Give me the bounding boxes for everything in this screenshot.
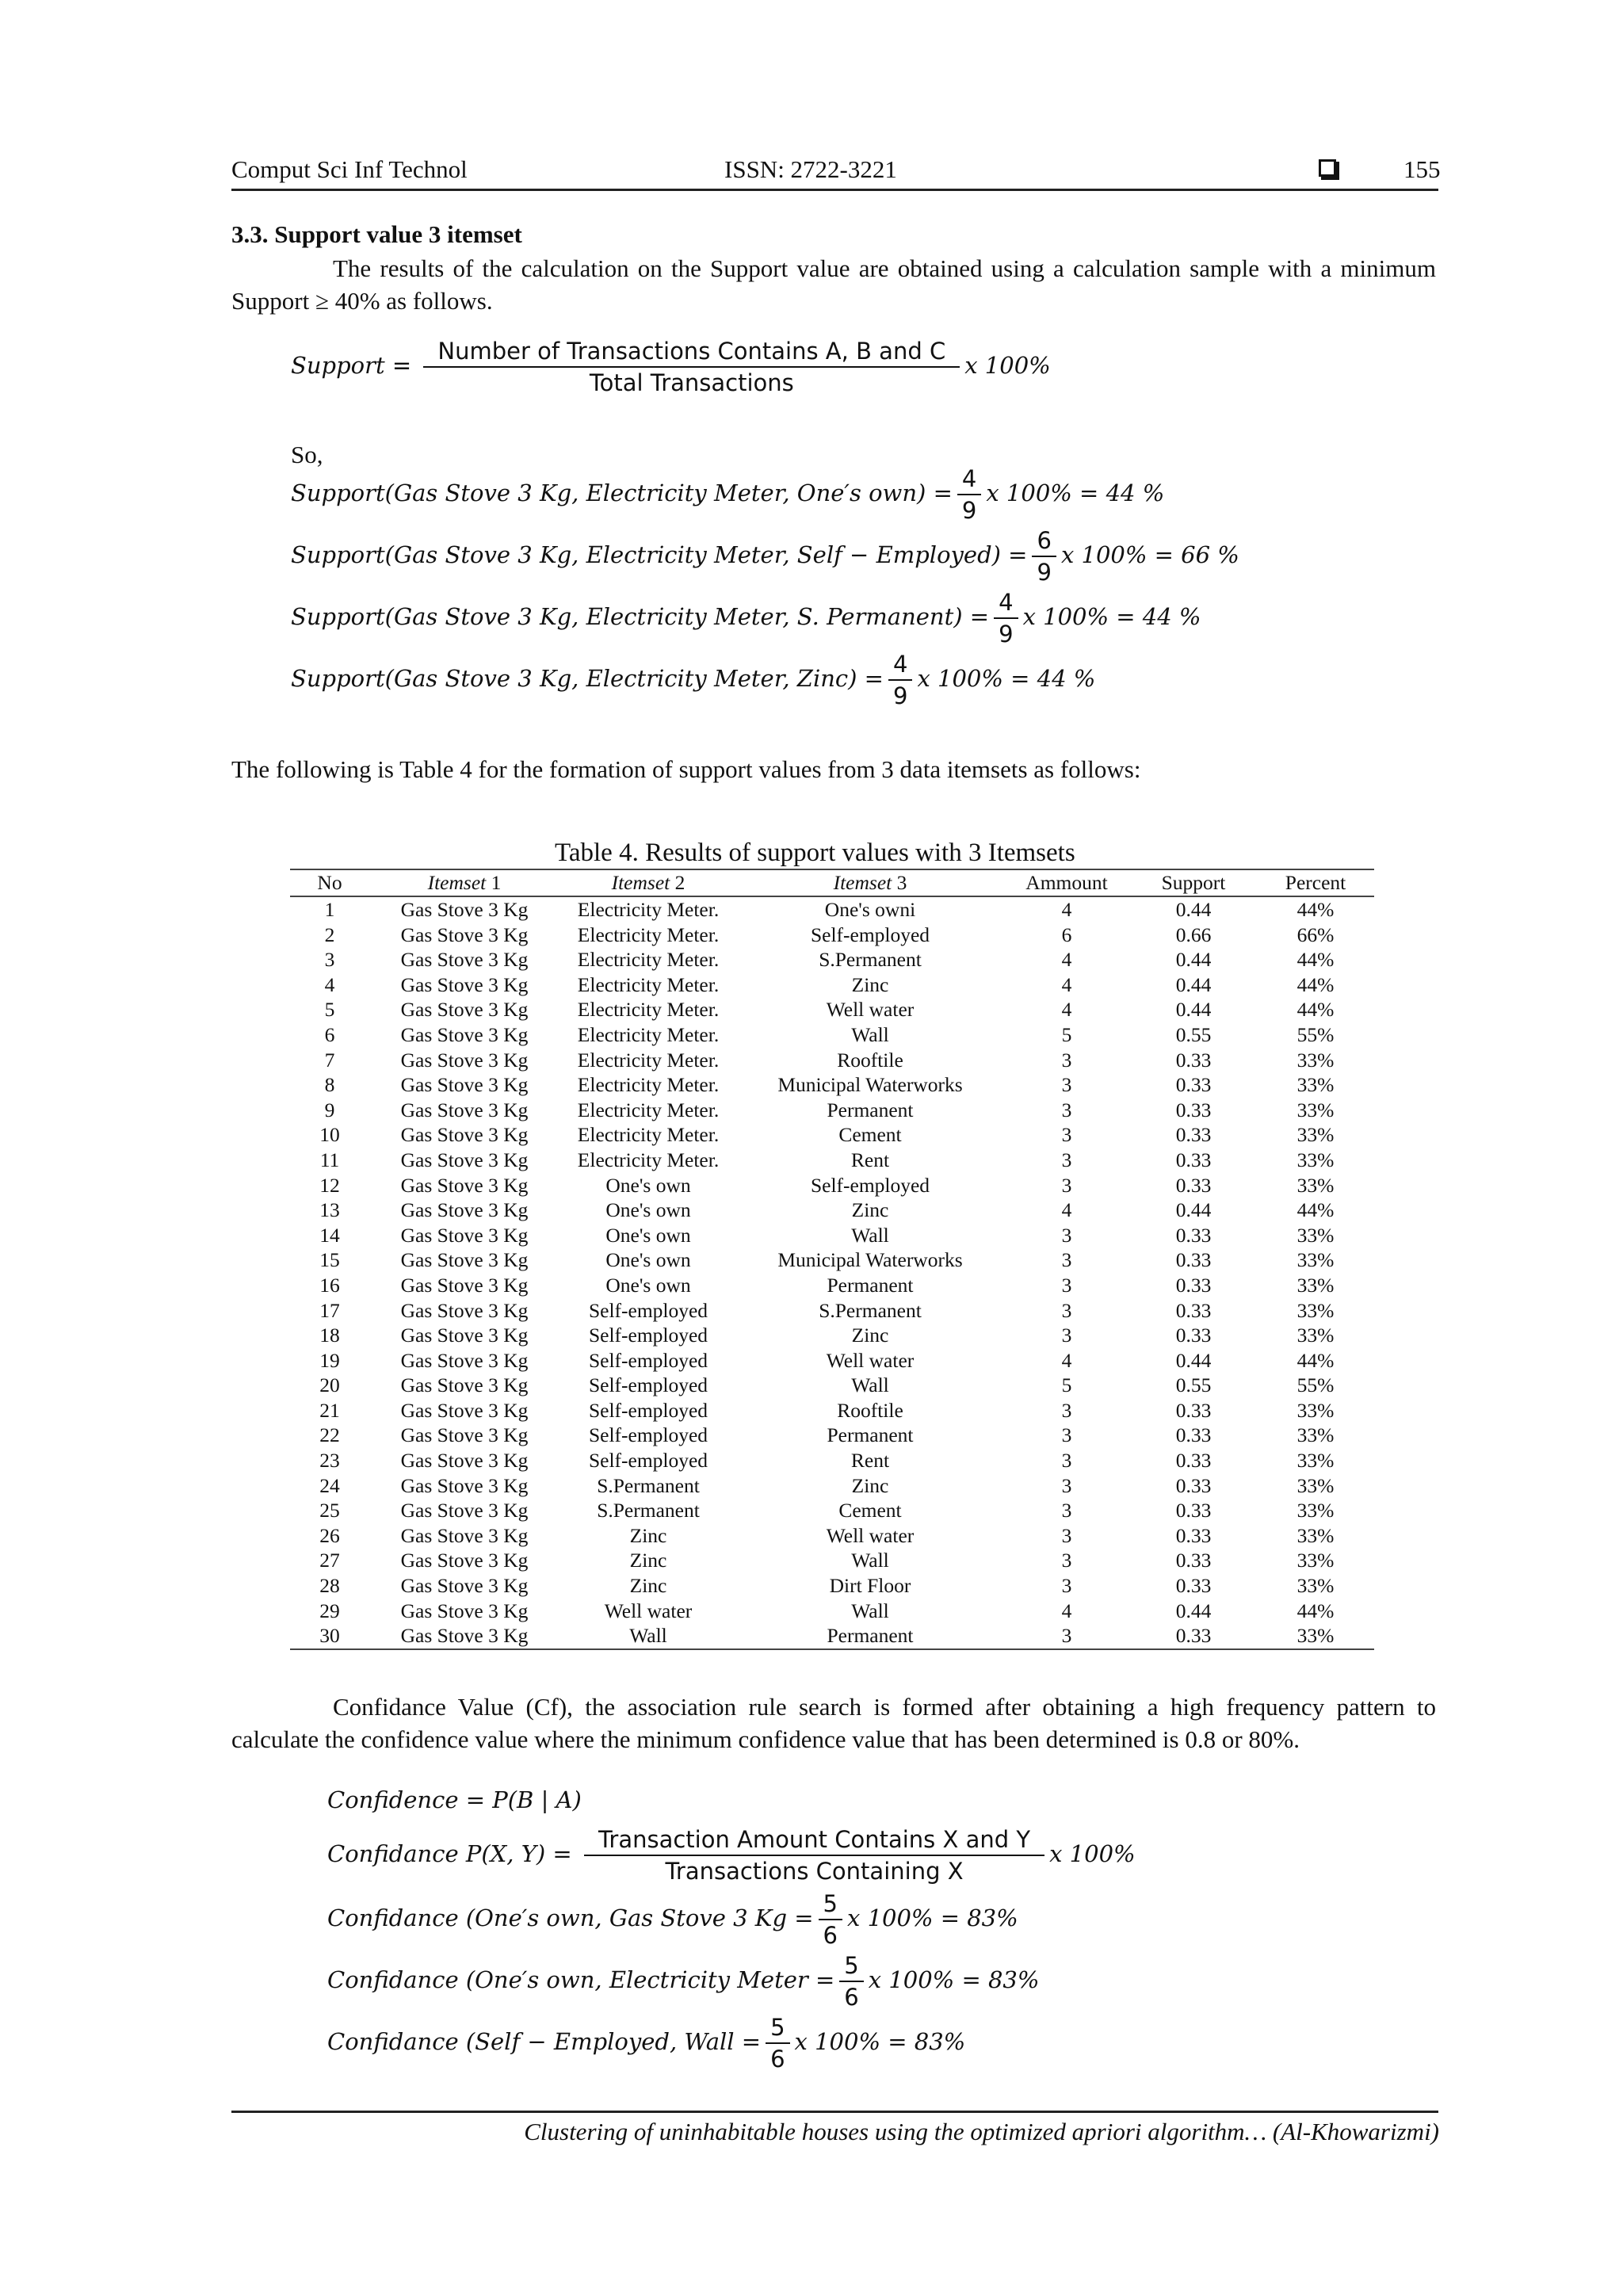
cell-percent: 33% [1296,1098,1335,1121]
cell-percent: 55% [1296,1373,1335,1397]
running-footer: Clustering of uninhabitable houses using the optimized apriori algorithm… (Al-Khowarizmi) [524,2118,1439,2145]
cell-no: 5 [324,998,335,1022]
cell-itemset1: Gas Stove 3 Kg [400,1523,529,1547]
page-number: 155 [1403,155,1441,183]
cell-support: 0.44 [1175,1198,1212,1222]
cell-itemset3: Permanent [827,1098,914,1121]
cell-itemset2: Electricity Meter. [577,1123,720,1147]
cell-itemset1: Gas Stove 3 Kg [400,1073,529,1097]
support-calc-4: Support(Gas Stove 3 Kg, Electricity Meter, Zinc) = $\frac{4}{9}$ x 100% = 44 % [291,651,1096,709]
cell-itemset2: One's own [605,1223,691,1247]
cell-support: 0.33 [1175,1098,1212,1121]
header-rule [231,189,1438,191]
cell-itemset3: Rooftile [837,1048,903,1072]
footer-rule [231,2111,1438,2113]
cell-itemset2: Self-employed [588,1298,708,1322]
cell-amount: 3 [1061,1298,1072,1322]
cell-amount: 3 [1061,1098,1072,1121]
cell-itemset1: Gas Stove 3 Kg [400,1098,529,1121]
cell-support: 0.33 [1175,1473,1212,1497]
table-intro: The following is Table 4 for the formation of support values from 3 data itemsets as follows: [231,755,1141,783]
cell-amount: 3 [1061,1148,1072,1171]
cell-itemset3: Cement [838,1499,902,1522]
table-row [290,997,1374,1022]
cell-percent: 33% [1296,1398,1335,1422]
cell-no: 22 [319,1423,340,1447]
cell-itemset1: Gas Stove 3 Kg [400,1574,529,1598]
cell-amount: 5 [1061,1373,1072,1397]
cell-itemset3: Municipal Waterworks [777,1073,963,1097]
cell-no: 12 [319,1173,340,1197]
table-row [290,896,1374,923]
confidence-intro: Confidance Value (Cf), the association rule search is formed after obtaining a high frequency pattern to calculate the confidence value where the minimum confidence value that has been determined is 0.8 or 80%. [231,1693,1436,1753]
cell-no: 18 [319,1324,340,1347]
table-row [290,972,1374,998]
cell-no: 30 [290,1623,369,1649]
cell-percent: 55% [1296,1022,1335,1046]
cell-itemset2: Electricity Meter. [577,1048,720,1072]
cell-itemset2: Electricity Meter. [577,948,720,972]
table-row [290,1198,1374,1223]
cell-itemset1: Gas Stove 3 Kg [400,1398,529,1422]
cell-itemset3: Zinc [851,972,889,996]
cell-itemset2: Electricity Meter. [577,923,720,946]
cell-itemset2: One's own [605,1273,691,1297]
cell-percent: 33% [1296,1273,1335,1297]
table-row [290,1072,1374,1098]
cell-percent: 44% [1296,898,1335,921]
cell-itemset1: Gas Stove 3 Kg [400,923,529,946]
cell-percent: 44% [1296,972,1335,996]
cell-support: 0.33 [1175,1073,1212,1097]
cell-itemset3: Rent [850,1449,890,1473]
cell-itemset3: Well water [826,1523,915,1547]
cell-support: 0.33 [1130,1623,1257,1649]
cell-amount: 4 [1061,948,1072,972]
cell-support: 0.33 [1175,1273,1212,1297]
cell-no: 15 [319,1248,340,1272]
cell-amount: 3 [1061,1398,1072,1422]
cell-itemset2: Self-employed [588,1373,708,1397]
table-caption: Table 4. Results of support values with 3 Itemsets [555,839,1075,867]
cell-itemset3: Wall [851,1549,889,1572]
cell-support: 0.33 [1175,1499,1212,1522]
cell-no: 13 [319,1198,340,1222]
cell-itemset2: Wall [559,1623,737,1649]
cell-percent: 33% [1296,1523,1335,1547]
cell-support: 0.33 [1175,1398,1212,1422]
cell-amount: 3 [1061,1123,1072,1147]
cell-amount: 3 [1061,1248,1072,1272]
cell-support: 0.44 [1175,998,1212,1022]
cell-itemset3: Wall [851,1022,889,1046]
cell-no: 9 [324,1098,335,1121]
support-calc-1: Support(Gas Stove 3 Kg, Electricity Meter, One′s own) = $\frac{4}{9}$ x 100% = 44 % [291,465,1165,524]
cell-amount: 3 [1061,1523,1072,1547]
cell-itemset2: Electricity Meter. [577,998,720,1022]
cell-no: 24 [319,1473,340,1497]
cell-itemset1: Gas Stove 3 Kg [400,1499,529,1522]
cell-amount: 3 [1061,1273,1072,1297]
cell-support: 0.33 [1175,1298,1212,1322]
confidence-formula: Confidance P(X, Y) = $\frac{\text{Transaction Amount Contains X and Y}}{\text{Transactions Containing X}}$ x 100% [327,1826,1136,1885]
cell-itemset3: S.Permanent [819,1298,922,1322]
cell-support: 0.33 [1175,1248,1212,1272]
col-header-itemset3: Itemset 3 [737,869,1003,896]
cell-support: 0.33 [1175,1148,1212,1171]
cell-itemset1: Gas Stove 3 Kg [400,1022,529,1046]
cell-itemset1: Gas Stove 3 Kg [400,1373,529,1397]
cell-itemset1: Gas Stove 3 Kg [400,1248,529,1272]
cell-itemset3: Self-employed [810,1173,930,1197]
table-row [290,1223,1374,1248]
confidence-calc-2: Confidance (One′s own, Electricity Meter = $\frac{5}{6}$ x 100% = 83% [327,1952,1040,2011]
cell-itemset2: One's own [605,1248,691,1272]
cell-itemset3: Self-employed [810,923,930,946]
cell-no: 3 [324,948,335,972]
section-intro: The results of the calculation on the Support value are obtained using a calculation sample with a minimum Support ≥ 40% as follows. [231,254,1436,315]
cell-amount: 4 [1061,1198,1072,1222]
cell-amount: 3 [1061,1048,1072,1072]
table-row [290,1448,1374,1473]
support-denominator: Total Transactions [589,369,794,396]
cell-itemset1: Gas Stove 3 Kg [400,1223,529,1247]
cell-support: 0.66 [1175,923,1212,946]
cell-no: 25 [319,1499,340,1522]
cell-itemset3: Rent [850,1148,890,1171]
table-row [290,1173,1374,1198]
cell-itemset1: Gas Stove 3 Kg [400,1324,529,1347]
cell-amount: 4 [1061,1348,1072,1372]
cell-support: 0.44 [1175,898,1212,921]
table-row [290,1473,1374,1499]
confidence-calc-1: Confidance (One′s own, Gas Stove 3 Kg = $\frac{5}{6}$ x 100% = 83% [327,1890,1018,1949]
table-row [290,1323,1374,1348]
cell-itemset2: Electricity Meter. [577,1148,720,1171]
cell-no: 29 [319,1599,340,1622]
cell-itemset3: Wall [851,1223,889,1247]
cell-no: 16 [319,1273,340,1297]
cell-itemset1: Gas Stove 3 Kg [400,948,529,972]
cell-support: 0.33 [1175,1173,1212,1197]
cell-itemset2: One's own [605,1198,691,1222]
confidence-calc-3: Confidance (Self − Employed, Wall = $\frac{5}{6}$ x 100% = 83% [327,2014,966,2073]
cell-itemset2: Electricity Meter. [577,1022,720,1046]
cell-no: 8 [324,1073,335,1097]
col-header-support: Support [1130,869,1257,896]
cell-amount: 3 [1061,1499,1072,1522]
cell-no: 10 [319,1123,340,1147]
cell-support: 0.33 [1175,1123,1212,1147]
table-row [290,1348,1374,1373]
col-header-itemset1: Itemset 1 [369,869,559,896]
cell-support: 0.55 [1175,1373,1212,1397]
cell-percent: 33% [1296,1073,1335,1097]
cell-support: 0.33 [1175,1048,1212,1072]
cell-support: 0.44 [1175,1348,1212,1372]
cell-support: 0.33 [1175,1574,1212,1598]
cell-itemset2: S.Permanent [597,1499,700,1522]
cell-itemset3: S.Permanent [819,948,922,972]
cell-support: 0.44 [1175,1599,1212,1622]
cell-itemset3: Well water [826,998,915,1022]
cell-itemset2: Self-employed [588,1348,708,1372]
cell-percent: 44% [1296,1599,1335,1622]
cell-amount: 3 [1061,1423,1072,1447]
table-row [290,1623,1374,1649]
cell-itemset3: Municipal Waterworks [777,1248,963,1272]
cell-percent: 44% [1296,1198,1335,1222]
cell-amount: 3 [1061,1073,1072,1097]
cell-itemset3: Wall [851,1373,889,1397]
support-formula: Support = $\frac{\text{Number of Transactions Contains A, B and C}}{\text{Total Transactions}}$ x 100% [291,338,1051,396]
cell-amount: 3 [1061,1223,1072,1247]
cell-percent: 33% [1296,1248,1335,1272]
cell-no: 20 [319,1373,340,1397]
cell-itemset2: Zinc [629,1549,667,1572]
cell-itemset2: S.Permanent [597,1473,700,1497]
cell-percent: 33% [1296,1499,1335,1522]
cell-itemset1: Gas Stove 3 Kg [400,1123,529,1147]
cell-percent: 33% [1296,1324,1335,1347]
col-header-itemset2: Itemset 2 [559,869,737,896]
cell-itemset1: Gas Stove 3 Kg [400,1348,529,1372]
table-row [290,1423,1374,1448]
cell-no: 17 [319,1298,340,1322]
cell-support: 0.55 [1175,1022,1212,1046]
support-fraction [423,338,960,396]
cell-itemset3: Permanent [827,1423,914,1447]
cell-support: 0.44 [1175,948,1212,972]
cell-no: 28 [319,1574,340,1598]
cell-percent: 33% [1296,1473,1335,1497]
cell-percent: 33% [1296,1298,1335,1322]
support-numerator: Number of Transactions Contains A, B and C [423,338,960,368]
cell-percent: 44% [1296,948,1335,972]
table-row [290,1523,1374,1549]
cell-itemset2: Zinc [629,1523,667,1547]
cell-itemset2: Electricity Meter. [577,898,720,921]
cell-no: 4 [324,972,335,996]
cell-itemset2: Electricity Meter. [577,972,720,996]
cell-no: 11 [319,1148,340,1171]
section-title: 3.3. Support value 3 itemset [231,220,522,248]
cell-no: 21 [319,1398,340,1422]
cell-itemset2: Zinc [629,1574,667,1598]
cell-percent: 33% [1296,1123,1335,1147]
cell-amount: 3 [1061,1173,1072,1197]
cell-support: 0.33 [1175,1223,1212,1247]
col-header-no: No [290,869,369,896]
table-row [290,1022,1374,1048]
cell-itemset1: Gas Stove 3 Kg [400,898,529,921]
table-row [290,1148,1374,1173]
table-row [290,947,1374,972]
table-row [290,1498,1374,1523]
table-row [290,1373,1374,1398]
cell-percent: 44% [1296,1348,1335,1372]
cell-support: 0.33 [1175,1423,1212,1447]
cell-itemset2: Self-employed [588,1398,708,1422]
cell-itemset3: Permanent [737,1623,1003,1649]
cell-no: 2 [324,923,335,946]
cell-itemset2: One's own [605,1173,691,1197]
cell-amount: 3 [1061,1473,1072,1497]
support-calc-2: Support(Gas Stove 3 Kg, Electricity Meter, Self − Employed) = $\frac{6}{9}$ x 100% = 66 % [291,527,1239,586]
cell-amount: 5 [1061,1022,1072,1046]
cell-no: 6 [324,1022,335,1046]
table-row [290,1122,1374,1148]
cell-percent: 33% [1296,1574,1335,1598]
col-header-percent: Percent [1257,869,1374,896]
cell-percent: 33% [1296,1223,1335,1247]
support-formula-lhs: Support [291,352,385,379]
cell-no: 26 [319,1523,340,1547]
confidence-numerator: Transaction Amount Contains X and Y [584,1826,1044,1856]
cell-percent: 33% [1296,1549,1335,1572]
cell-amount: 4 [1061,998,1072,1022]
cell-itemset2: Self-employed [588,1324,708,1347]
cell-itemset3: Permanent [827,1273,914,1297]
cell-itemset1: Gas Stove 3 Kg [400,1198,529,1222]
cell-itemset1: Gas Stove 3 Kg [400,998,529,1022]
cell-itemset3: Dirt Floor [829,1574,911,1598]
cell-itemset1: Gas Stove 3 Kg [400,1048,529,1072]
journal-name: Comput Sci Inf Technol [231,155,468,183]
cell-percent: 33% [1296,1148,1335,1171]
table-row [290,1098,1374,1123]
cell-itemset1: Gas Stove 3 Kg [400,1473,529,1497]
table-row [290,1247,1374,1273]
cell-percent: 33% [1296,1048,1335,1072]
cell-percent: 44% [1296,998,1335,1022]
support-formula-tail: x 100% [964,352,1051,379]
cell-percent: 33% [1296,1173,1335,1197]
cell-itemset1: Gas Stove 3 Kg [400,1273,529,1297]
table-row [290,1298,1374,1324]
table-row [290,1048,1374,1073]
cell-percent: 33% [1296,1449,1335,1473]
cell-amount: 3 [1061,1549,1072,1572]
cell-itemset1: Gas Stove 3 Kg [400,1423,529,1447]
cell-support: 0.44 [1175,972,1212,996]
cell-amount: 3 [1003,1623,1130,1649]
cell-itemset3: Zinc [851,1324,889,1347]
cell-itemset3: Well water [826,1348,915,1372]
cell-no: 7 [324,1048,335,1072]
cell-itemset3: Cement [838,1123,902,1147]
cell-no: 19 [319,1348,340,1372]
cell-itemset1: Gas Stove 3 Kg [400,1449,529,1473]
cell-itemset3: Zinc [851,1473,889,1497]
cell-amount: 3 [1061,1324,1072,1347]
cell-percent: 33% [1296,1423,1335,1447]
issn: ISSN: 2722-3221 [724,155,897,183]
cell-support: 0.33 [1175,1324,1212,1347]
cell-itemset1: Gas Stove 3 Kg [400,1549,529,1572]
cell-itemset1: Gas Stove 3 Kg [400,1148,529,1171]
cell-amount: 3 [1061,1574,1072,1598]
cell-no: 14 [319,1223,340,1247]
cell-itemset1: Gas Stove 3 Kg [369,1623,559,1649]
cell-support: 0.33 [1175,1523,1212,1547]
cell-amount: 4 [1061,898,1072,921]
cell-itemset1: Gas Stove 3 Kg [400,1298,529,1322]
cell-itemset2: Electricity Meter. [577,1073,720,1097]
cell-percent: 66% [1296,923,1335,946]
cell-itemset2: Self-employed [588,1423,708,1447]
cell-support: 0.33 [1175,1549,1212,1572]
cell-itemset1: Gas Stove 3 Kg [400,1599,529,1622]
cell-percent: 33% [1257,1623,1374,1649]
table-row [290,1599,1374,1624]
table-row [290,1273,1374,1298]
cell-itemset1: Gas Stove 3 Kg [400,1173,529,1197]
confidence-denominator: Transactions Containing X [665,1858,964,1885]
confidence-definition: Confidence = P(B | A) [327,1786,582,1813]
cell-itemset3: Wall [851,1599,889,1622]
table-body [290,896,1374,1649]
cell-amount: 4 [1061,1599,1072,1622]
table-row [290,1398,1374,1423]
cell-itemset2: Electricity Meter. [577,1098,720,1121]
table-row [290,1548,1374,1573]
support-table [290,869,1374,1650]
cell-no: 23 [319,1449,340,1473]
col-header-amount: Ammount [1003,869,1130,896]
cell-amount: 3 [1061,1449,1072,1473]
cell-support: 0.33 [1175,1449,1212,1473]
table-row [290,1573,1374,1599]
table-row [290,923,1374,948]
square-icon [1319,159,1336,177]
cell-amount: 4 [1061,972,1072,996]
cell-itemset3: Rooftile [837,1398,903,1422]
cell-itemset3: Zinc [851,1198,889,1222]
cell-itemset2: Self-employed [588,1449,708,1473]
so-label: So, [291,441,323,468]
cell-no: 1 [324,898,335,921]
cell-amount: 6 [1061,923,1072,946]
cell-itemset2: Well water [604,1599,693,1622]
table-header-row [290,869,1374,896]
cell-itemset3: One's owni [824,898,916,921]
support-calc-3: Support(Gas Stove 3 Kg, Electricity Meter, S. Permanent) = $\frac{4}{9}$ x 100% = 44 % [291,589,1201,648]
cell-no: 27 [319,1549,340,1572]
cell-itemset1: Gas Stove 3 Kg [400,972,529,996]
